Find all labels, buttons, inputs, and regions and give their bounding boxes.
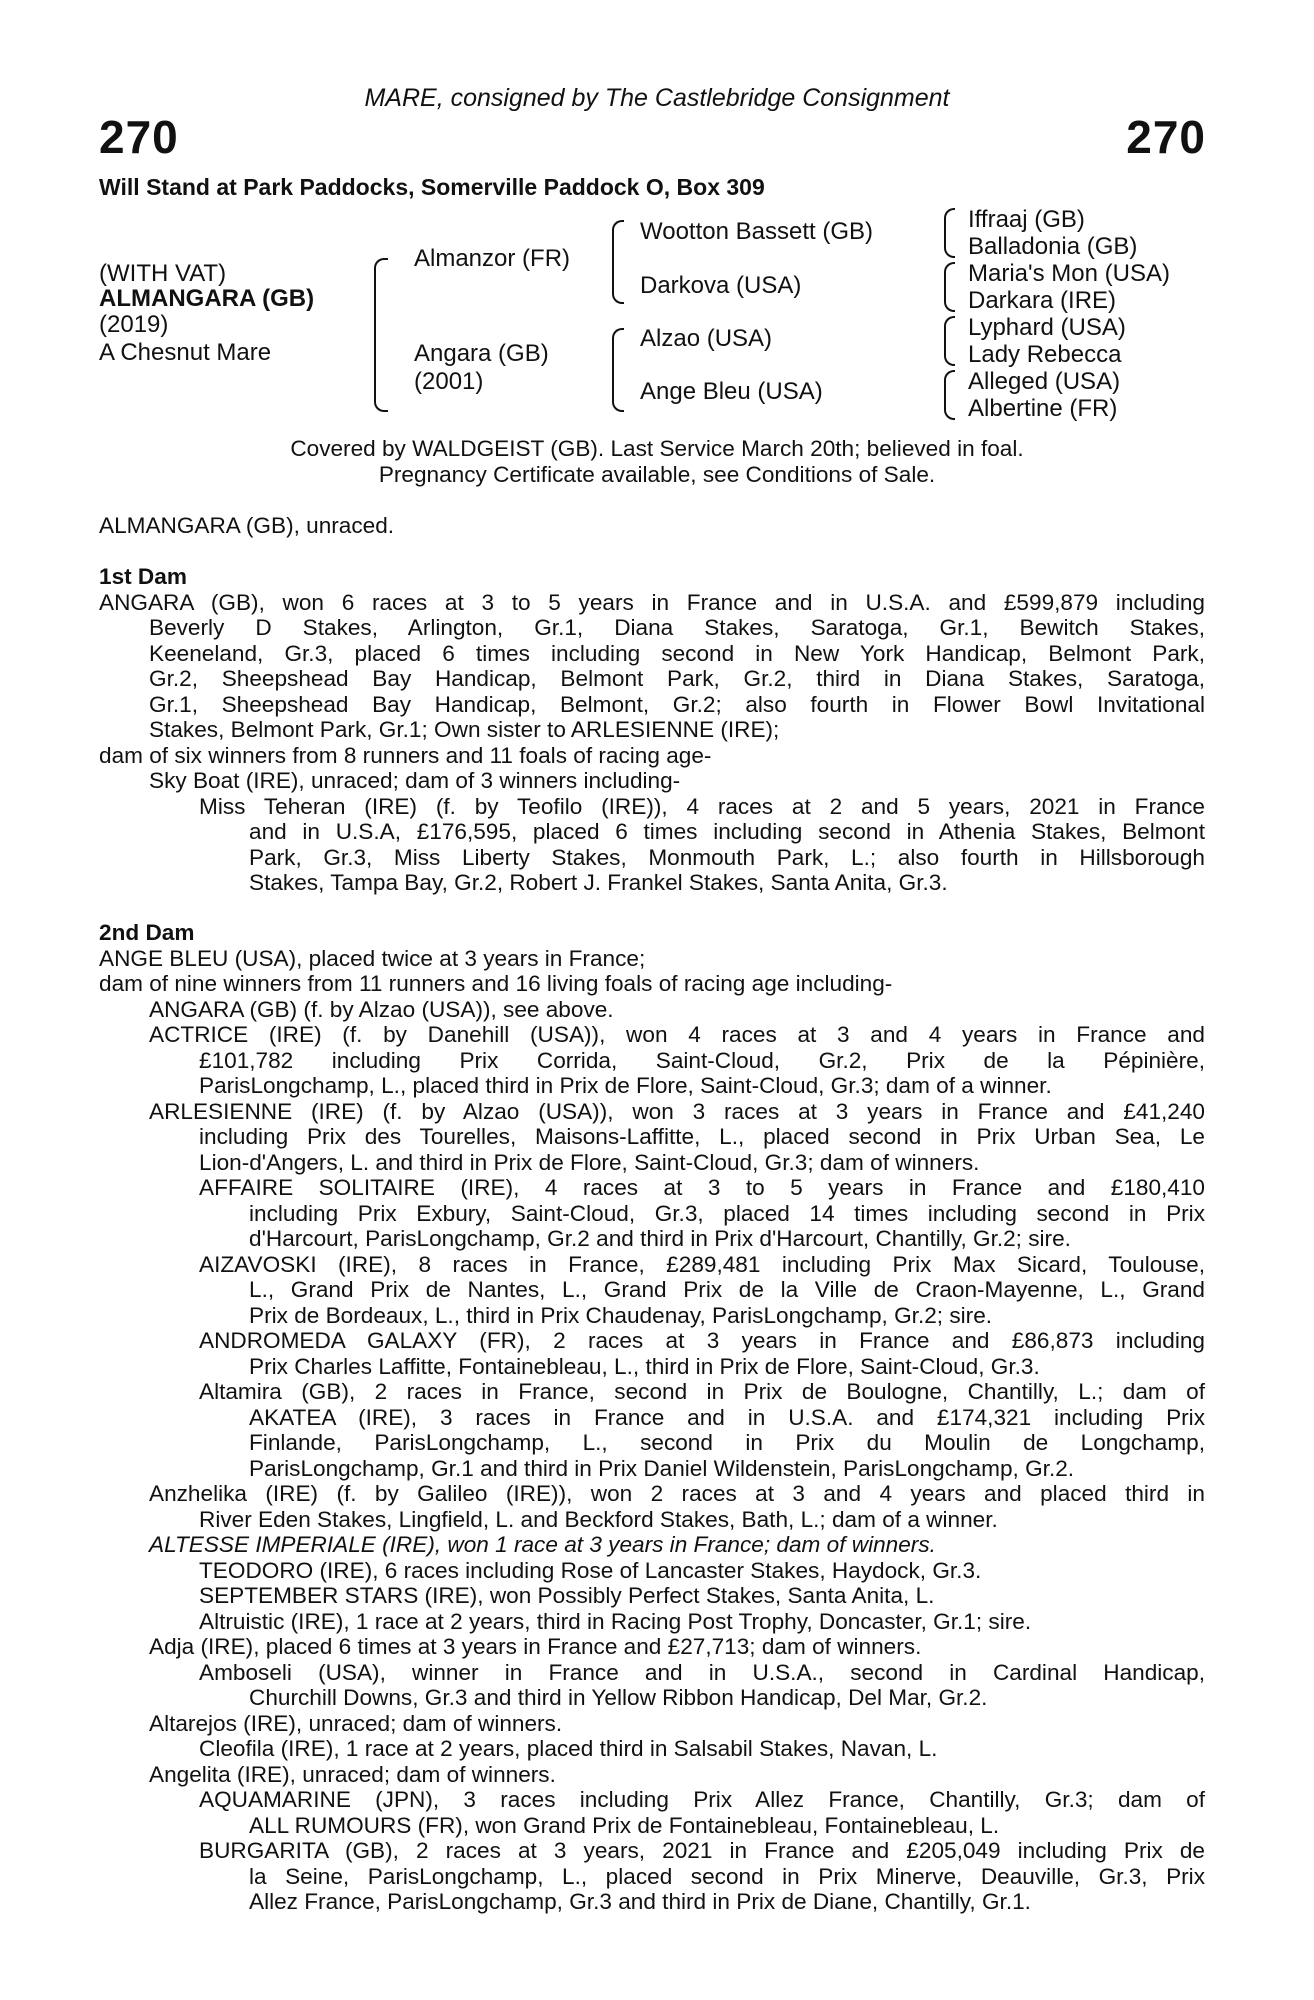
grandsire-1: Wootton Bassett (GB) [640, 218, 873, 245]
dam2-line: ALL RUMOURS (FR), won Grand Prix de Fontainebleau, Fontainebleau, L. [249, 1812, 1000, 1838]
dam2-line: Altruistic (IRE), 1 race at 2 years, third in Racing Post Trophy, Doncaster, Gr.1; sire. [199, 1608, 1032, 1634]
dam2-line: Lion-d'Angers, L. and third in Prix de Flore, Saint-Cloud, Gr.3; dam of winners. [199, 1149, 980, 1175]
dam2-line: ACTRICE (IRE) (f. by Danehill (USA)), won 4 races at 3 and 4 years in France and [149, 1022, 1205, 1047]
section-heading: 1st Dam [99, 564, 187, 589]
grandsire-2: Darkova (USA) [640, 272, 802, 299]
dam2-line: ParisLongchamp, Gr.1 and third in Prix Daniel Wildenstein, ParisLongchamp, Gr.2. [249, 1455, 1075, 1481]
lot-number-left: 270 [99, 111, 179, 163]
dam2-line: la Seine, ParisLongchamp, L., placed second in Prix Minerve, Deauville, Gr.3, Prix [249, 1863, 1205, 1889]
consignment-title: MARE, consigned by The Castlebridge Consignment [364, 84, 950, 112]
dam2-line: Altamira (GB), 2 races in France, second in Prix de Boulogne, Chantilly, L.; dam of [199, 1379, 1205, 1404]
dam2-line: ARLESIENNE (IRE) (f. by Alzao (USA)), won 3 races at 3 years in France and £41,240 [149, 1098, 1205, 1124]
lot-number-right: 270 [1126, 111, 1206, 163]
dam2-line: River Eden Stakes, Lingfield, L. and Beckford Stakes, Bath, L.; dam of a winner. [199, 1506, 998, 1532]
grandsire-4: Ange Bleu (USA) [640, 378, 823, 405]
dam1-line: Gr.1, Sheepshead Bay Handicap, Belmont, Gr.2; also fourth in Flower Bowl Invitational [149, 691, 1205, 717]
dam2-line: ALTESSE IMPERIALE (IRE), won 1 race at 3 years in France; dam of winners. [149, 1532, 936, 1557]
dam2-line: ANGARA (GB) (f. by Alzao (USA)), see above. [149, 996, 614, 1022]
dam2-line: Anzhelika (IRE) (f. by Galileo (IRE)), won 2 races at 3 and 4 years and placed third in [149, 1481, 1205, 1506]
dam: Angara (GB) [414, 340, 549, 367]
dam2-line: TEODORO (IRE), 6 races including Rose of Lancaster Stakes, Haydock, Gr.3. [199, 1557, 982, 1583]
second-dam-section [99, 920, 1205, 1915]
bracket-ggs-2 [944, 262, 955, 312]
grandsire-3: Alzao (USA) [640, 325, 773, 352]
dam2-line: Altarejos (IRE), unraced; dam of winners. [149, 1710, 563, 1736]
great-grandsire-2: Balladonia (GB) [968, 233, 1138, 260]
dam2-line: including Prix Exbury, Saint-Cloud, Gr.3, placed 14 times including second in Prix [249, 1200, 1205, 1226]
dam2-line: SEPTEMBER STARS (IRE), won Possibly Perfect Stakes, Santa Anita, L. [199, 1583, 935, 1608]
dam1-line: Sky Boat (IRE), unraced; dam of 3 winners including- [149, 768, 681, 793]
dam2-line: including Prix des Tourelles, Maisons-Laffitte, L., placed second in Prix Urban Sea, Le [199, 1124, 1205, 1149]
sire: Almanzor (FR) [414, 245, 571, 272]
dam1-line: Miss Teheran (IRE) (f. by Teofilo (IRE)), 4 races at 2 and 5 years, 2021 in France [199, 793, 1205, 819]
great-grandsire-1: Iffraaj (GB) [968, 206, 1085, 233]
bracket-ggs-3 [944, 316, 955, 366]
dam1-line: dam of six winners from 8 runners and 11 foals of racing age- [99, 742, 712, 768]
certificate-line: Pregnancy Certificate available, see Conditions of Sale. [378, 461, 936, 487]
great-grandsire-5: Lyphard (USA) [968, 314, 1126, 341]
dam2-line: £101,782 including Prix Corrida, Saint-Cloud, Gr.2, Prix de la Pépinière, [199, 1047, 1205, 1073]
dam2-line: Amboseli (USA), winner in France and in U.S.A., second in Cardinal Handicap, [199, 1659, 1205, 1685]
dam1-line: Gr.2, Sheepshead Bay Handicap, Belmont Park, Gr.2, third in Diana Stakes, Saratoga, [149, 666, 1205, 691]
dam2-line: AFFAIRE SOLITAIRE (IRE), 4 races at 3 to 5 years in France and £180,410 [199, 1175, 1205, 1200]
dam1-line: Keeneland, Gr.3, placed 6 times including second in New York Handicap, Belmont Park, [149, 640, 1205, 666]
dam2-line: ANGE BLEU (USA), placed twice at 3 years in France; [99, 945, 646, 971]
first-dam-section [99, 564, 1205, 896]
section-heading: 2nd Dam [99, 920, 195, 945]
dam2-line: AKATEA (IRE), 3 races in France and in U.S.A. and £174,321 including Prix [249, 1404, 1205, 1430]
intro-text: ALMANGARA (GB), unraced. [99, 513, 395, 538]
dam2-line: BURGARITA (GB), 2 races at 3 years, 2021 in France and £205,049 including Prix de [199, 1838, 1205, 1863]
covered-line: Covered by WALDGEIST (GB). Last Service March 20th; believed in foal. [290, 436, 1024, 461]
dam2-line: AIZAVOSKI (IRE), 8 races in France, £289,481 including Prix Max Sicard, Toulouse, [199, 1251, 1205, 1277]
dam2-line: Churchill Downs, Gr.3 and third in Yellow Ribbon Handicap, Del Mar, Gr.2. [249, 1685, 988, 1710]
dam2-line: Cleofila (IRE), 1 race at 2 years, placed third in Salsabil Stakes, Navan, L. [199, 1736, 938, 1761]
bracket-main [374, 258, 388, 412]
dam2-line: AQUAMARINE (JPN), 3 races including Prix Allez France, Chantilly, Gr.3; dam of [199, 1787, 1205, 1812]
stand-location: Will Stand at Park Paddocks, Somerville Paddock O, Box 309 [99, 174, 765, 200]
dam2-line: Finlande, ParisLongchamp, L., second in Prix du Moulin de Longchamp, [249, 1430, 1205, 1455]
bracket-ggs-1 [944, 208, 955, 258]
covered-notice [0, 436, 1314, 487]
great-grandsire-3: Maria's Mon (USA) [968, 260, 1170, 287]
great-grandsire-7: Alleged (USA) [968, 368, 1121, 395]
dam1-line: ANGARA (GB), won 6 races at 3 to 5 years in France and in U.S.A. and £599,879 including [99, 589, 1205, 615]
great-grandsire-6: Lady Rebecca [968, 341, 1122, 368]
dam2-line: ANDROMEDA GALAXY (FR), 2 races at 3 years in France and £86,873 including [199, 1328, 1205, 1353]
horse-name: ALMANGARA (GB) [99, 285, 315, 312]
dam2-line: d'Harcourt, ParisLongchamp, Gr.2 and third in Prix d'Harcourt, Chantilly, Gr.2; sire. [249, 1226, 1071, 1251]
horse-description: A Chesnut Mare [99, 339, 272, 366]
bracket-ggs-4 [944, 370, 955, 420]
dam1-line: Stakes, Belmont Park, Gr.1; Own sister to ARLESIENNE (IRE); [149, 717, 780, 742]
dam2-line: L., Grand Prix de Nantes, L., Grand Prix de la Ville de Craon-Mayenne, L., Grand [249, 1277, 1205, 1302]
dam1-line: Park, Gr.3, Miss Liberty Stakes, Monmouth Park, L.; also fourth in Hillsborough [249, 844, 1205, 870]
dam2-line: Prix de Bordeaux, L., third in Prix Chaudenay, ParisLongchamp, Gr.2; sire. [249, 1302, 993, 1328]
horse-year: (2019) [99, 311, 169, 338]
great-grandsire-4: Darkara (IRE) [968, 287, 1117, 314]
dam2-line: Adja (IRE), placed 6 times at 3 years in France and £27,713; dam of winners. [149, 1634, 922, 1659]
dam2-line: dam of nine winners from 11 runners and 16 living foals of racing age including- [99, 971, 893, 996]
bracket-dam [612, 328, 624, 412]
bracket-sire [612, 220, 624, 304]
dam1-line: and in U.S.A, £176,595, placed 6 times including second in Athenia Stakes, Belmont [249, 819, 1205, 844]
dam1-line: Beverly D Stakes, Arlington, Gr.1, Diana Stakes, Saratoga, Gr.1, Bewitch Stakes, [149, 615, 1205, 640]
dam1-line: Stakes, Tampa Bay, Gr.2, Robert J. Frankel Stakes, Santa Anita, Gr.3. [249, 870, 948, 895]
dam2-line: Prix Charles Laffitte, Fontainebleau, L., third in Prix de Flore, Saint-Cloud, Gr.3. [249, 1353, 1040, 1379]
dam2-line: Allez France, ParisLongchamp, Gr.3 and third in Prix de Diane, Chantilly, Gr.1. [249, 1889, 1031, 1914]
dam-year: (2001) [414, 368, 484, 395]
great-grandsire-8: Albertine (FR) [968, 395, 1118, 422]
vat-note: (WITH VAT) [99, 260, 227, 287]
dam2-line: ParisLongchamp, L., placed third in Prix de Flore, Saint-Cloud, Gr.3; dam of a winner. [199, 1073, 1052, 1098]
dam2-line: Angelita (IRE), unraced; dam of winners. [149, 1761, 556, 1787]
